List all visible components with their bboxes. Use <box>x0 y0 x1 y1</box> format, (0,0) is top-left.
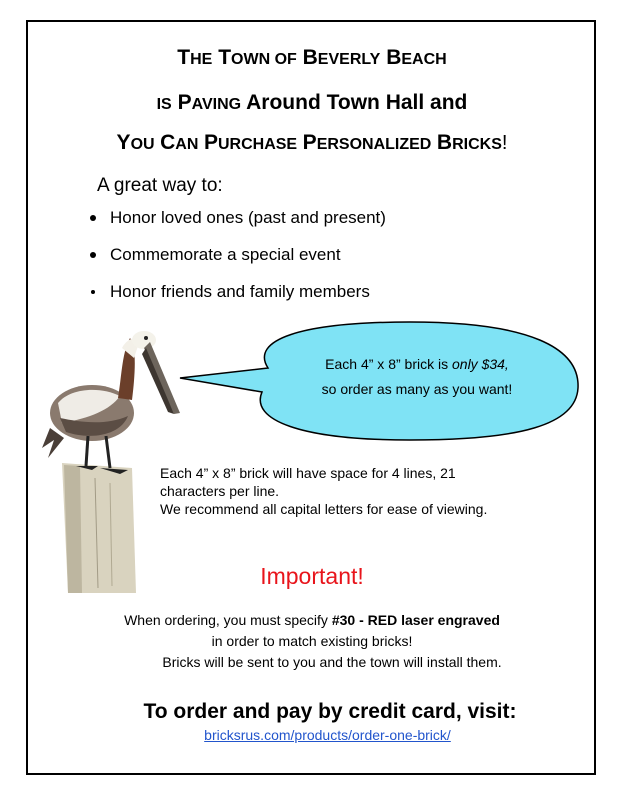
list-item: Honor loved ones (past and present) <box>90 208 386 245</box>
order-link[interactable]: bricksrus.com/products/order-one-brick/ <box>204 727 451 743</box>
list-item: Honor friends and family members <box>90 282 386 319</box>
important-heading: Important! <box>260 563 364 589</box>
list-item: Commemorate a special event <box>90 245 386 282</box>
order-note: When ordering, you must specify #30 - RED laser engraved in order to match existing bricks! Bricks will be sent to you and the town will install them. <box>124 612 502 670</box>
title-line-2: IS PAVING Around Town Hall and <box>156 91 468 114</box>
intro-text: A great way to: <box>97 175 223 196</box>
pelican-icon <box>40 318 190 593</box>
title-line-3: YOU CAN PURCHASE PERSONALIZED BRICKS! <box>116 131 508 154</box>
title-line-1: THE TOWN OF BEVERLY BEACH <box>177 46 447 69</box>
order-cta: To order and pay by credit card, visit: <box>143 700 517 723</box>
bubble-text: Each 4” x 8” brick is only $34, so order as many as you want! <box>321 356 513 397</box>
brick-info: Each 4” x 8” brick will have space for 4 lines, 21 characters per line. We recommend all capital letters for ease of viewing. <box>160 465 488 517</box>
